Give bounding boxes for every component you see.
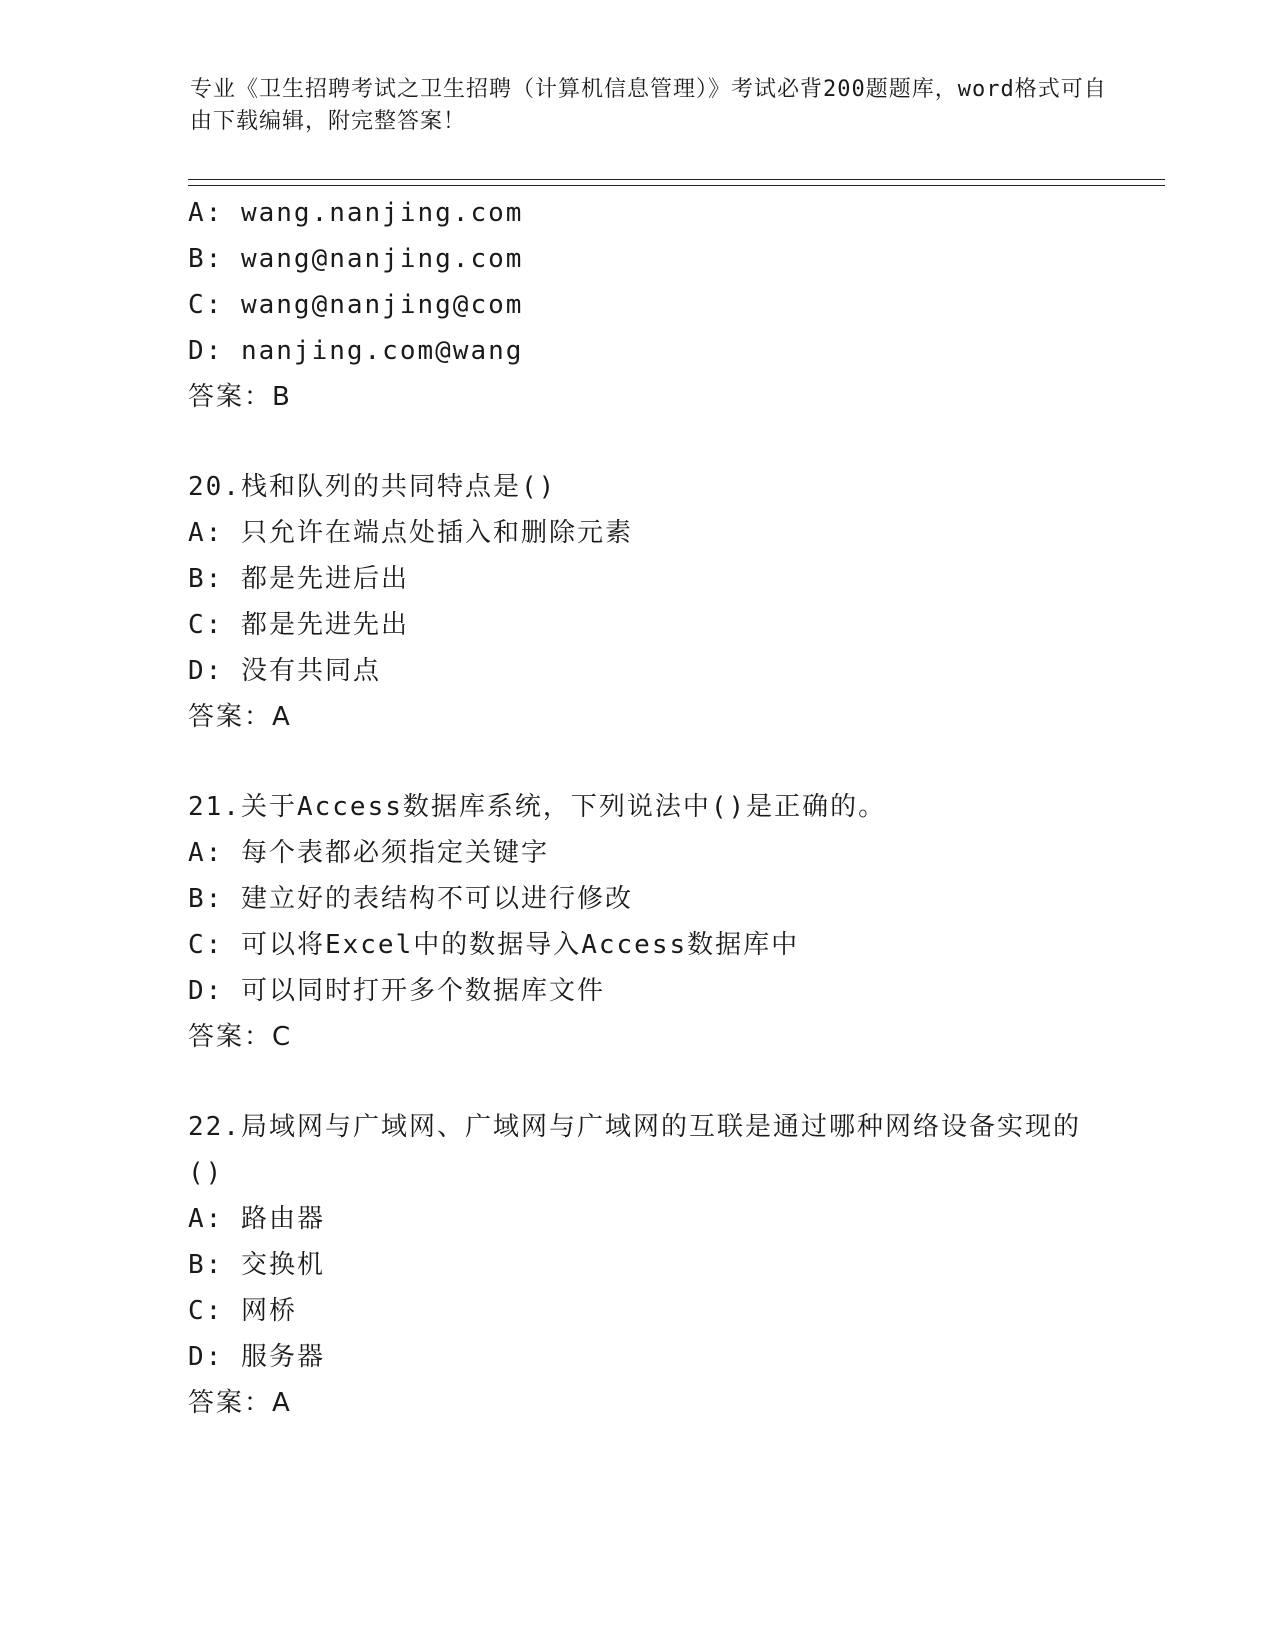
question-block xyxy=(188,1104,1108,1426)
option-b: B: 交换机 xyxy=(188,1250,325,1280)
question-text: 21.关于Access数据库系统，下列说法中()是正确的。 xyxy=(188,792,887,822)
option-a: A: 每个表都必须指定关键字 xyxy=(188,838,549,868)
option-c: C: 网桥 xyxy=(188,1296,297,1326)
answer-line: 答案：A xyxy=(188,702,292,732)
question-block xyxy=(188,464,1108,740)
option-d: D: nanjing.com@wang xyxy=(188,336,524,366)
option-a: A: 只允许在端点处插入和删除元素 xyxy=(188,518,633,548)
question-block xyxy=(188,190,1108,420)
option-b: B: wang@nanjing.com xyxy=(188,244,524,274)
option-b: B: 建立好的表结构不可以进行修改 xyxy=(188,884,633,914)
question-text: 20.栈和队列的共同特点是() xyxy=(188,472,557,502)
answer-line: 答案：C xyxy=(188,1022,293,1052)
header-divider xyxy=(188,179,1165,186)
option-b: B: 都是先进后出 xyxy=(188,564,409,594)
option-d: D: 服务器 xyxy=(188,1342,325,1372)
option-c: C: 可以将Excel中的数据导入Access数据库中 xyxy=(188,930,800,960)
answer-line: 答案：A xyxy=(188,1388,292,1418)
option-a: A: wang.nanjing.com xyxy=(188,198,524,228)
question-text: 22.局域网与广域网、广域网与广域网的互联是通过哪种网络设备实现的() xyxy=(188,1112,1081,1188)
answer-line: 答案：B xyxy=(188,382,292,412)
question-list xyxy=(188,190,1108,1426)
page-header: 专业《卫生招聘考试之卫生招聘（计算机信息管理）》考试必背200题题库，word格式可自由下载编辑，附完整答案！ xyxy=(190,77,1107,134)
question-block xyxy=(188,784,1108,1060)
option-c: C: wang@nanjing@com xyxy=(188,290,524,320)
option-c: C: 都是先进先出 xyxy=(188,610,409,640)
option-d: D: 没有共同点 xyxy=(188,656,381,686)
option-a: A: 路由器 xyxy=(188,1204,325,1234)
option-d: D: 可以同时打开多个数据库文件 xyxy=(188,976,605,1006)
